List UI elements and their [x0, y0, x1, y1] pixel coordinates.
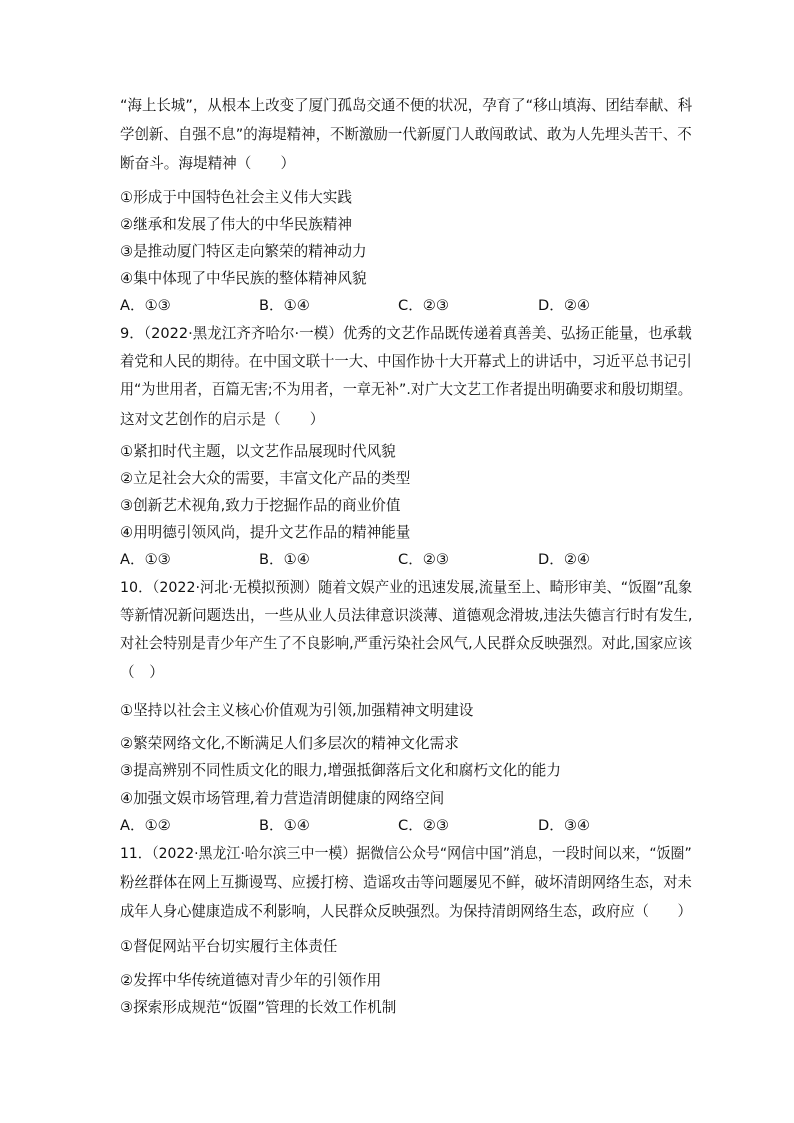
- q9-stem-line-1: 9．（2022·黑龙江齐齐哈尔·一模）优秀的文艺作品既传递着真善美、弘扬正能量，也承载: [120, 325, 692, 342]
- q11-stem-line-1: 11．（2022·黑龙江·哈尔滨三中一模）据微信公众号“网信中国”消息，一段时间以来，“饭圈”: [120, 845, 692, 862]
- q9-stem-line-2: 着党和人民的期待。在中国文联十一大、中国作协十大开幕式上的讲话中，习近平总书记引: [120, 353, 692, 370]
- q8-option-b[interactable]: B．①④: [259, 297, 310, 314]
- q8-option-c[interactable]: C．②③: [398, 297, 449, 314]
- q9-option-b[interactable]: B．①④: [259, 551, 310, 568]
- q10-stem-line-1: 10．（2022·河北·无模拟预测）随着文娱产业的迅速发展,流量至上、畸形审美、“饭圈”乱象: [120, 579, 693, 596]
- q10-statement-3: ③提高辨别不同性质文化的眼力,增强抵御落后文化和腐朽文化的能力: [120, 762, 561, 779]
- q8-stem-line-2: 学创新、自强不息”的海堤精神，不断激励一代新厦门人敢闯敢试、敢为人先埋头苦干、不: [120, 126, 692, 143]
- q9-stem-line-4: 这对文艺创作的启示是（ ）: [120, 411, 325, 428]
- q9-stem-line-3: 用“为世用者，百篇无害;不为用者，一章无补”.对广大文艺工作者提出明确要求和殷切期望。: [120, 381, 692, 398]
- q10-option-b[interactable]: B．①④: [259, 817, 310, 834]
- q10-statement-1: ①坚持以社会主义核心价值观为引领,加强精神文明建设: [120, 702, 474, 719]
- q8-statement-4: ④集中体现了中华民族的整体精神风貌: [120, 270, 367, 287]
- q8-stem-line-3: 断奋斗。海堤精神（ ）: [120, 155, 296, 172]
- q11-statement-3: ③探索形成规范“饭圈”管理的长效工作机制: [120, 999, 397, 1016]
- q8-statement-1: ①形成于中国特色社会主义伟大实践: [120, 189, 352, 206]
- q10-options: [120, 816, 680, 836]
- q10-stem-line-3: 对社会特别是青少年产生了不良影响,严重污染社会风气,人民群众反映强烈。对此,国家应该: [120, 635, 693, 652]
- q10-option-d[interactable]: D．③④: [538, 817, 590, 834]
- q8-stem-line-1: “海上长城”，从根本上改变了厦门孤岛交通不便的状况，孕育了“移山填海、团结奉献、科: [120, 97, 693, 114]
- q8-options: [120, 296, 680, 316]
- q10-option-c[interactable]: C．②③: [398, 817, 449, 834]
- q9-option-a[interactable]: A．①③: [120, 551, 171, 568]
- q11-statement-1: ①督促网站平台切实履行主体责任: [120, 938, 338, 955]
- q9-option-d[interactable]: D．②④: [538, 551, 590, 568]
- q11-statement-2: ②发挥中华传统道德对青少年的引领作用: [120, 972, 382, 989]
- q9-option-c[interactable]: C．②③: [398, 551, 449, 568]
- q10-stem-line-4: （ ）: [120, 664, 164, 681]
- q8-statement-3: ③是推动厦门特区走向繁荣的精神动力: [120, 243, 367, 260]
- q9-statement-4: ④用明德引领风尚，提升文艺作品的精神能量: [120, 524, 411, 541]
- q10-statement-4: ④加强文娱市场管理,着力营造清朗健康的网络空间: [120, 790, 445, 807]
- q9-options: [120, 550, 680, 570]
- q9-statement-1: ①紧扣时代主题，以文艺作品展现时代风貌: [120, 443, 396, 460]
- q9-statement-3: ③创新艺术视角,致力于挖掘作品的商业价值: [120, 497, 401, 514]
- q8-statement-2: ②继承和发展了伟大的中华民族精神: [120, 216, 352, 233]
- q11-stem-line-3: 成年人身心健康造成不利影响，人民群众反映强烈。为保持清朗网络生态，政府应（ ）: [120, 903, 692, 920]
- q11-stem-line-2: 粉丝群体在网上互撕谩骂、应援打榜、造谣攻击等问题屡见不鲜，破坏清朗网络生态，对未: [120, 874, 692, 891]
- q10-statement-2: ②繁荣网络文化,不断满足人们多层次的精神文化需求: [120, 735, 459, 752]
- q8-option-a[interactable]: A．①③: [120, 297, 171, 314]
- q8-option-d[interactable]: D．②④: [538, 297, 590, 314]
- q10-stem-line-2: 等新情况新问题迭出，一些从业人员法律意识淡薄、道德观念滑坡,违法失德言行时有发生,: [120, 607, 693, 624]
- q9-statement-2: ②立足社会大众的需要，丰富文化产品的类型: [120, 470, 411, 487]
- q10-option-a[interactable]: A．①②: [120, 817, 171, 834]
